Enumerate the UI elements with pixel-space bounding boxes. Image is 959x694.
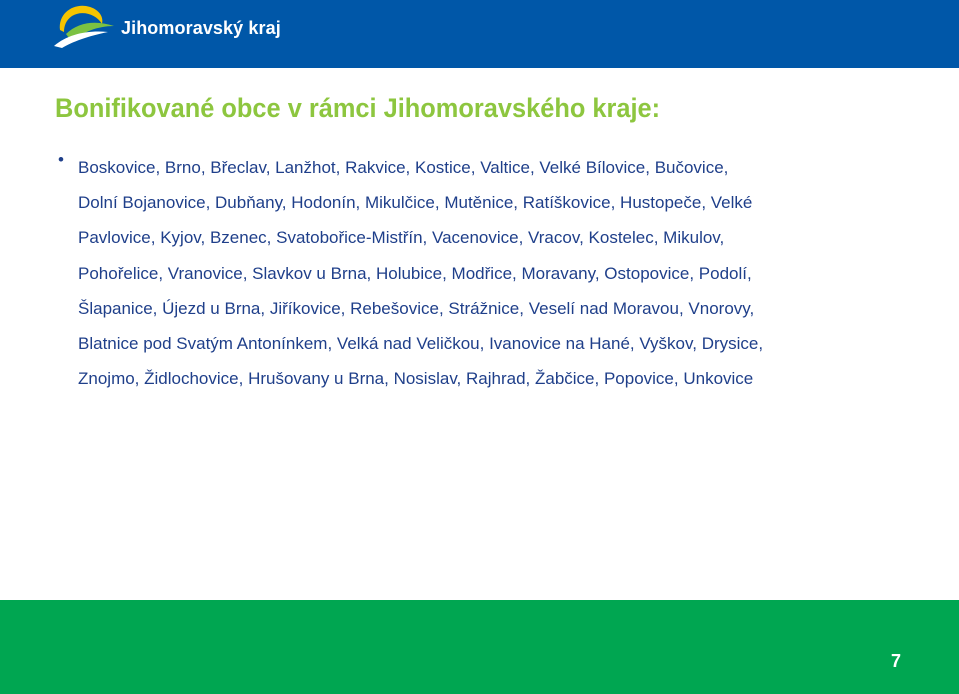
list-line: Pavlovice, Kyjov, Bzenec, Svatobořice-Mistřín, Vacenovice, Vracov, Kostelec, Mikulov, <box>78 228 725 248</box>
header-bar <box>0 0 959 68</box>
jihomoravsky-kraj-logo-icon <box>52 2 116 48</box>
page-number: 7 <box>890 651 901 671</box>
list-line: Boskovice, Brno, Břeclav, Lanžhot, Rakvice, Kostice, Valtice, Velké Bílovice, Bučovice, <box>78 158 729 177</box>
list-line: Blatnice pod Svatým Antonínkem, Velká nad Veličkou, Ivanovice na Hané, Vyškov, Drysice, <box>78 334 764 354</box>
list-line: Šlapanice, Újezd u Brna, Jiříkovice, Rebešovice, Strážnice, Veselí nad Moravou, Vnorovy, <box>78 298 755 318</box>
page-title: Bonifikované obce v rámci Jihomoravského kraje: <box>55 93 661 123</box>
bullet-marker: • <box>58 150 64 169</box>
list-line: Dolní Bojanovice, Dubňany, Hodonín, Mikulčice, Mutěnice, Ratíškovice, Hustopeče, Velké <box>78 193 753 213</box>
footer-bar <box>0 600 959 694</box>
list-line: Znojmo, Židlochovice, Hrušovany u Brna, Nosislav, Rajhrad, Žabčice, Popovice, Unkovice <box>78 369 754 389</box>
brand-name: Jihomoravský kraj <box>121 18 281 38</box>
list-line: Pohořelice, Vranovice, Slavkov u Brna, Holubice, Modřice, Moravany, Ostopovice, Podolí, <box>78 263 752 283</box>
municipality-list <box>78 150 868 396</box>
